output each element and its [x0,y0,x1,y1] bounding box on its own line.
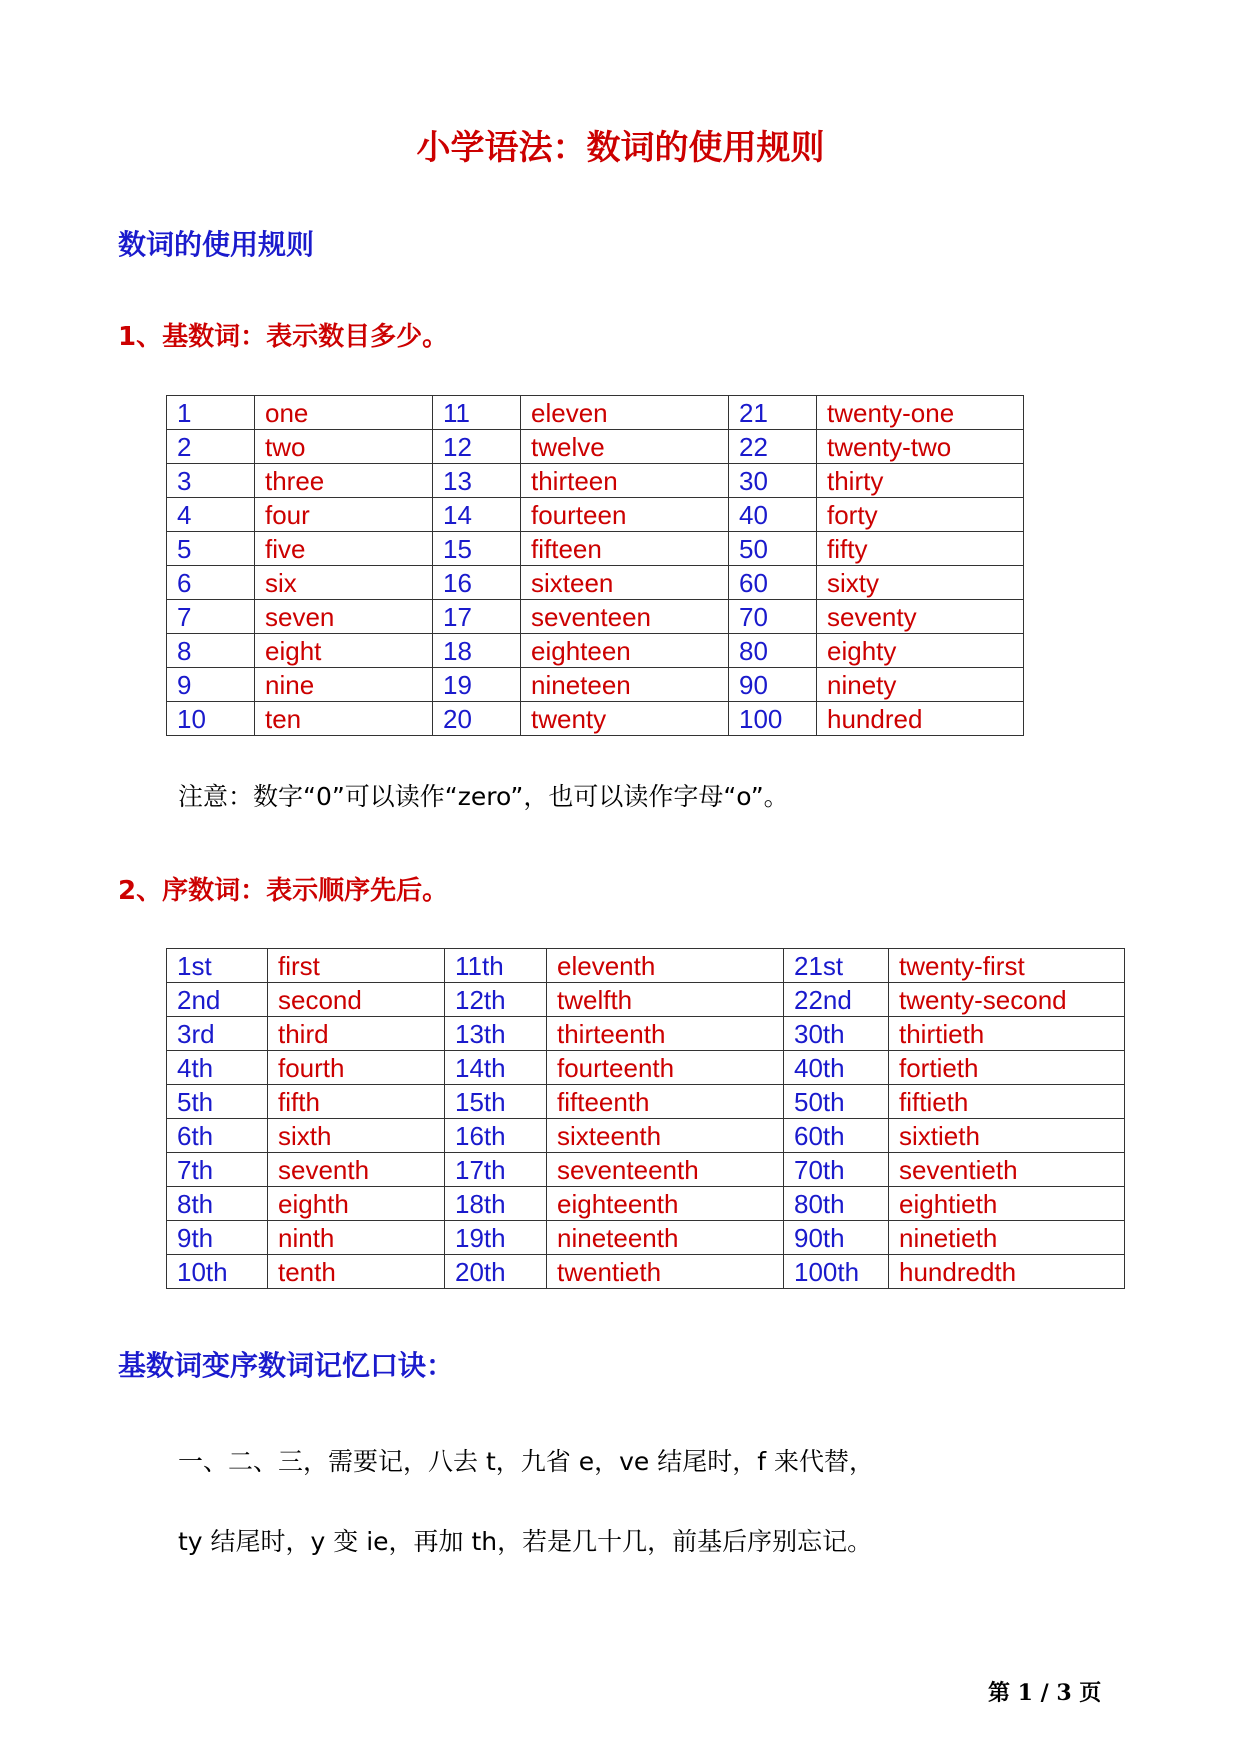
word-cell: twenty [521,702,729,736]
word-cell: eightieth [889,1187,1125,1221]
mnemonic-heading: 基数词变序数词记忆口诀： [118,1349,455,1382]
word-cell: twelve [521,430,729,464]
word-cell: eighty [817,634,1024,668]
section-heading: 数词的使用规则 [118,228,315,261]
word-cell: eleventh [547,949,784,983]
numeral-cell: 5th [167,1085,268,1119]
ordinal-table [166,948,1125,1289]
table-row [167,702,1024,736]
numeral-cell: 80 [729,634,817,668]
word-cell: fifteen [521,532,729,566]
numeral-cell: 9th [167,1221,268,1255]
table-row [167,430,1024,464]
table-row [167,464,1024,498]
numeral-cell: 20 [433,702,521,736]
table-row [167,1119,1125,1153]
numeral-cell: 17 [433,600,521,634]
numeral-cell: 19 [433,668,521,702]
numeral-cell: 4th [167,1051,268,1085]
numeral-cell: 70 [729,600,817,634]
table-row [167,949,1125,983]
table-row [167,1187,1125,1221]
word-cell: seventh [268,1153,445,1187]
numeral-cell: 7th [167,1153,268,1187]
numeral-cell: 9 [167,668,255,702]
word-cell: fourteen [521,498,729,532]
word-cell: fifteenth [547,1085,784,1119]
numeral-cell: 12th [445,983,547,1017]
word-cell: forty [817,498,1024,532]
numeral-cell: 5 [167,532,255,566]
numeral-cell: 12 [433,430,521,464]
word-cell: seventeenth [547,1153,784,1187]
numeral-cell: 8th [167,1187,268,1221]
numeral-cell: 14 [433,498,521,532]
word-cell: six [255,566,433,600]
word-cell: eighteen [521,634,729,668]
numeral-cell: 14th [445,1051,547,1085]
table-row [167,600,1024,634]
numeral-cell: 6 [167,566,255,600]
word-cell: thirty [817,464,1024,498]
word-cell: four [255,498,433,532]
word-cell: eleven [521,396,729,430]
table-row [167,1017,1125,1051]
word-cell: twelfth [547,983,784,1017]
word-cell: sixteenth [547,1119,784,1153]
numeral-cell: 13th [445,1017,547,1051]
numeral-cell: 40 [729,498,817,532]
numeral-cell: 15 [433,532,521,566]
word-cell: thirteenth [547,1017,784,1051]
numeral-cell: 100 [729,702,817,736]
word-cell: twenty-first [889,949,1125,983]
numeral-cell: 1st [167,949,268,983]
table-row [167,1153,1125,1187]
word-cell: thirtieth [889,1017,1125,1051]
word-cell: nine [255,668,433,702]
word-cell: first [268,949,445,983]
numeral-cell: 21 [729,396,817,430]
table-row [167,1051,1125,1085]
word-cell: ninth [268,1221,445,1255]
word-cell: ten [255,702,433,736]
page-number: 第 1 / 3 页 [988,1680,1102,1706]
word-cell: fourteenth [547,1051,784,1085]
numeral-cell: 3rd [167,1017,268,1051]
word-cell: hundred [817,702,1024,736]
numeral-cell: 21st [784,949,889,983]
word-cell: fortieth [889,1051,1125,1085]
word-cell: second [268,983,445,1017]
numeral-cell: 100th [784,1255,889,1289]
word-cell: sixty [817,566,1024,600]
word-cell: one [255,396,433,430]
numeral-cell: 50 [729,532,817,566]
word-cell: third [268,1017,445,1051]
numeral-cell: 2 [167,430,255,464]
word-cell: three [255,464,433,498]
word-cell: fifty [817,532,1024,566]
numeral-cell: 50th [784,1085,889,1119]
numeral-cell: 11 [433,396,521,430]
word-cell: fifth [268,1085,445,1119]
numeral-cell: 17th [445,1153,547,1187]
numeral-cell: 2nd [167,983,268,1017]
numeral-cell: 60th [784,1119,889,1153]
numeral-cell: 90th [784,1221,889,1255]
numeral-cell: 60 [729,566,817,600]
word-cell: two [255,430,433,464]
numeral-cell: 11th [445,949,547,983]
word-cell: fiftieth [889,1085,1125,1119]
numeral-cell: 4 [167,498,255,532]
document-title: 小学语法：数词的使用规则 [416,128,825,168]
word-cell: fourth [268,1051,445,1085]
table-row [167,1255,1125,1289]
numeral-cell: 7 [167,600,255,634]
word-cell: nineteen [521,668,729,702]
cardinal-heading: 1、基数词：表示数目多少。 [118,322,449,352]
word-cell: hundredth [889,1255,1125,1289]
numeral-cell: 22 [729,430,817,464]
table-row [167,668,1024,702]
word-cell: ninetieth [889,1221,1125,1255]
numeral-cell: 10 [167,702,255,736]
word-cell: five [255,532,433,566]
word-cell: twenty-one [817,396,1024,430]
numeral-cell: 70th [784,1153,889,1187]
mnemonic-line-2: ty 结尾时，y 变 ie，再加 th，若是几十几，前基后序别忘记。 [178,1527,873,1556]
word-cell: tenth [268,1255,445,1289]
table-row [167,498,1024,532]
numeral-cell: 16 [433,566,521,600]
word-cell: eight [255,634,433,668]
word-cell: seventeen [521,600,729,634]
table-row [167,634,1024,668]
table-row [167,1221,1125,1255]
numeral-cell: 22nd [784,983,889,1017]
numeral-cell: 3 [167,464,255,498]
word-cell: eighth [268,1187,445,1221]
numeral-cell: 30th [784,1017,889,1051]
table-row [167,566,1024,600]
table-row [167,983,1125,1017]
word-cell: sixteen [521,566,729,600]
ordinal-heading: 2、序数词：表示顺序先后。 [118,876,449,906]
numeral-cell: 13 [433,464,521,498]
numeral-cell: 1 [167,396,255,430]
word-cell: sixtieth [889,1119,1125,1153]
numeral-cell: 20th [445,1255,547,1289]
zero-note: 注意：数字“0”可以读作“zero”，也可以读作字母“o”。 [178,782,789,811]
numeral-cell: 18 [433,634,521,668]
table-row [167,1085,1125,1119]
cardinal-table [166,395,1024,736]
numeral-cell: 6th [167,1119,268,1153]
word-cell: thirteen [521,464,729,498]
word-cell: eighteenth [547,1187,784,1221]
word-cell: twenty-two [817,430,1024,464]
word-cell: twentieth [547,1255,784,1289]
numeral-cell: 30 [729,464,817,498]
word-cell: seven [255,600,433,634]
numeral-cell: 8 [167,634,255,668]
word-cell: seventieth [889,1153,1125,1187]
numeral-cell: 19th [445,1221,547,1255]
numeral-cell: 10th [167,1255,268,1289]
word-cell: ninety [817,668,1024,702]
word-cell: twenty-second [889,983,1125,1017]
numeral-cell: 80th [784,1187,889,1221]
word-cell: sixth [268,1119,445,1153]
table-row [167,532,1024,566]
mnemonic-line-1: 一、二、三，需要记，八去 t，九省 e，ve 结尾时，f 来代替， [178,1447,874,1476]
numeral-cell: 16th [445,1119,547,1153]
word-cell: nineteenth [547,1221,784,1255]
numeral-cell: 90 [729,668,817,702]
numeral-cell: 15th [445,1085,547,1119]
table-row [167,396,1024,430]
numeral-cell: 40th [784,1051,889,1085]
word-cell: seventy [817,600,1024,634]
numeral-cell: 18th [445,1187,547,1221]
